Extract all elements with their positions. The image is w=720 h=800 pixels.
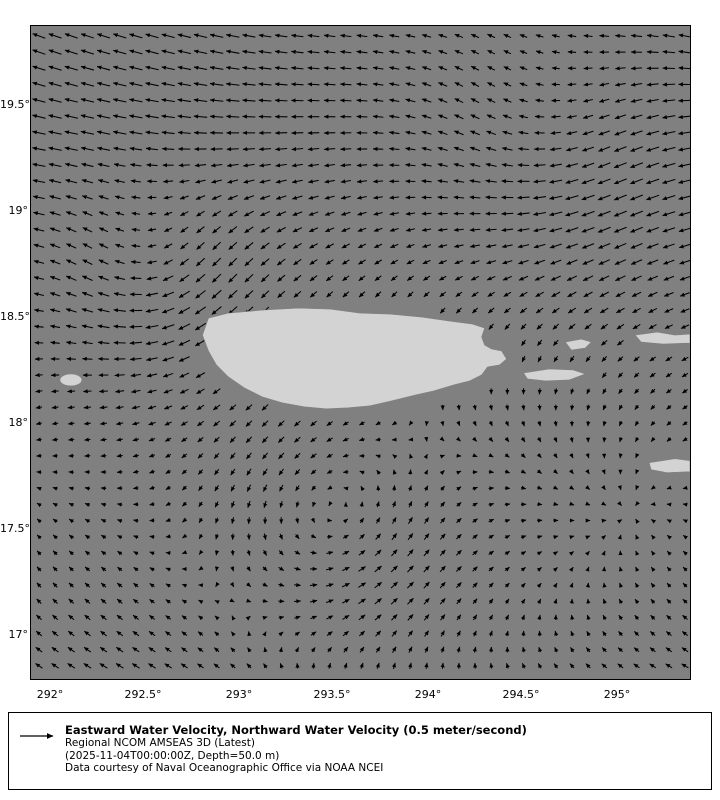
map-plot-area[interactable] [30, 25, 691, 680]
y-tick-18: 18° [8, 416, 28, 429]
legend-line-time-depth: (2025-11-04T00:00:00Z, Depth=50.0 m) [65, 749, 280, 762]
vieques-island [524, 369, 586, 381]
x-tick-294: 294° [414, 688, 442, 701]
x-tick-294-5: 294.5° [502, 688, 540, 701]
x-tick-292-5: 292.5° [124, 688, 162, 701]
legend-line-courtesy: Data courtesy of Naval Oceanographic Office via NOAA NCEI [65, 762, 384, 774]
puerto-rico-island [202, 308, 506, 409]
islet-southeast [649, 459, 690, 473]
y-tick-17: 17° [8, 628, 28, 641]
reference-vector-arrow-icon [19, 730, 59, 742]
y-tick-17-5: 17.5° [0, 522, 30, 535]
mona-island [60, 374, 82, 386]
islet-northeast [635, 332, 690, 344]
x-tick-292: 292° [36, 688, 64, 701]
x-tick-295: 295° [603, 688, 631, 701]
legend-line-model: Regional NCOM AMSEAS 3D (Latest) [65, 737, 255, 749]
x-tick-293-5: 293.5° [313, 688, 351, 701]
legend-title: Eastward Water Velocity, Northward Water Velocity (0.5 meter/second) [65, 723, 527, 737]
y-tick-19: 19° [8, 204, 28, 217]
legend-text-block [65, 723, 705, 775]
land-polygons [31, 26, 690, 679]
legend-panel [8, 712, 712, 790]
y-tick-18-5: 18.5° [0, 310, 30, 323]
culebra-island [565, 339, 591, 350]
x-tick-293: 293° [225, 688, 253, 701]
y-tick-19-5: 19.5° [0, 98, 30, 111]
